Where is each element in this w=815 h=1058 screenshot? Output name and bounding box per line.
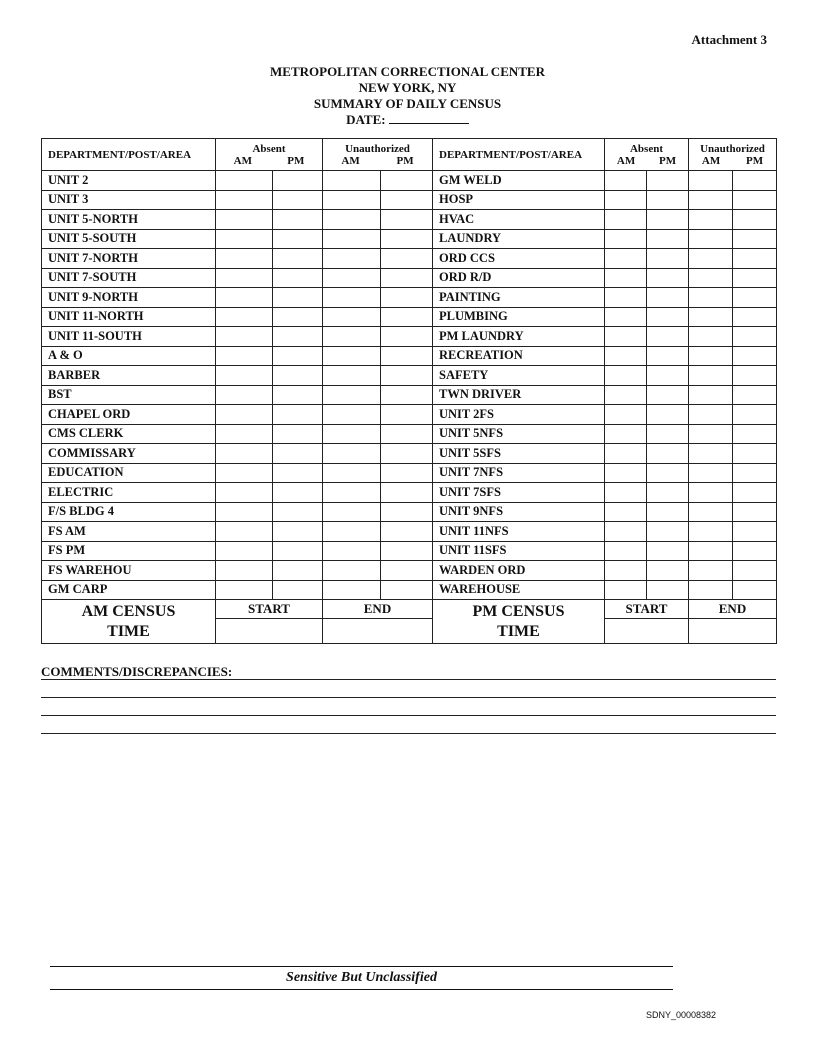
entry-cell[interactable] xyxy=(733,522,777,542)
entry-cell[interactable] xyxy=(323,190,381,210)
entry-cell[interactable] xyxy=(273,483,323,503)
dept-name: UNIT 9-NORTH xyxy=(42,288,216,308)
entry-cell[interactable] xyxy=(647,502,689,522)
table-row xyxy=(42,463,777,483)
dept-name: UNIT 3 xyxy=(42,190,216,210)
entry-cell[interactable] xyxy=(273,268,323,288)
entry-cell[interactable] xyxy=(647,385,689,405)
entry-cell[interactable] xyxy=(605,366,647,386)
unauthorized-header: Unauthorized xyxy=(345,142,410,155)
dept-name: UNIT 5NFS xyxy=(433,424,605,444)
date-row xyxy=(0,112,815,128)
dept-name: BST xyxy=(42,385,216,405)
entry-cell[interactable] xyxy=(323,522,381,542)
dept-name: UNIT 9NFS xyxy=(433,502,605,522)
entry-cell[interactable] xyxy=(689,580,733,600)
entry-cell[interactable] xyxy=(605,385,647,405)
dept-name: HVAC xyxy=(433,210,605,230)
entry-cell[interactable] xyxy=(323,463,381,483)
entry-cell[interactable] xyxy=(605,288,647,308)
entry-cell[interactable] xyxy=(273,405,323,425)
entry-cell[interactable] xyxy=(216,249,273,269)
entry-cell[interactable] xyxy=(689,502,733,522)
table-row xyxy=(42,385,777,405)
entry-cell[interactable] xyxy=(647,190,689,210)
entry-cell[interactable] xyxy=(647,580,689,600)
date-field[interactable] xyxy=(389,113,469,124)
entry-cell[interactable] xyxy=(647,346,689,366)
entry-cell[interactable] xyxy=(647,444,689,464)
date-label: DATE: xyxy=(346,112,386,127)
am-end-time[interactable] xyxy=(323,619,433,644)
entry-cell[interactable] xyxy=(647,249,689,269)
entry-cell[interactable] xyxy=(605,190,647,210)
entry-cell[interactable] xyxy=(216,522,273,542)
table-row xyxy=(42,522,777,542)
entry-cell[interactable] xyxy=(733,405,777,425)
table-row xyxy=(42,210,777,230)
entry-cell[interactable] xyxy=(381,190,433,210)
dept-name: CHAPEL ORD xyxy=(42,405,216,425)
dept-header: DEPARTMENT/POST/AREA xyxy=(433,139,605,171)
entry-cell[interactable] xyxy=(605,424,647,444)
census-table xyxy=(41,138,777,644)
entry-cell[interactable] xyxy=(381,210,433,230)
table-row xyxy=(42,424,777,444)
entry-cell[interactable] xyxy=(605,346,647,366)
entry-cell[interactable] xyxy=(689,424,733,444)
entry-cell[interactable] xyxy=(733,424,777,444)
table-row xyxy=(42,405,777,425)
entry-cell[interactable] xyxy=(323,268,381,288)
dept-name: ELECTRIC xyxy=(42,483,216,503)
pm-end-label: END xyxy=(689,600,777,619)
table-header-row xyxy=(42,139,777,171)
dept-name: HOSP xyxy=(433,190,605,210)
entry-cell[interactable] xyxy=(689,463,733,483)
dept-name: UNIT 7SFS xyxy=(433,483,605,503)
header-line-1: METROPOLITAN CORRECTIONAL CENTER xyxy=(270,64,545,79)
entry-cell[interactable] xyxy=(381,580,433,600)
entry-cell[interactable] xyxy=(689,541,733,561)
entry-cell[interactable] xyxy=(733,346,777,366)
table-row xyxy=(42,561,777,581)
entry-cell[interactable] xyxy=(381,405,433,425)
entry-cell[interactable] xyxy=(733,249,777,269)
entry-cell[interactable] xyxy=(647,268,689,288)
dept-name: COMMISSARY xyxy=(42,444,216,464)
comments-label: COMMENTS/DISCREPANCIES: xyxy=(41,664,233,679)
entry-cell[interactable] xyxy=(381,561,433,581)
entry-cell[interactable] xyxy=(689,288,733,308)
pm-census-label: PM CENSUS TIME xyxy=(433,600,605,644)
entry-cell[interactable] xyxy=(323,249,381,269)
am-header: AM xyxy=(233,154,252,167)
table-row xyxy=(42,541,777,561)
table-row xyxy=(42,327,777,347)
entry-cell[interactable] xyxy=(216,483,273,503)
dept-name: ORD R/D xyxy=(433,268,605,288)
entry-cell[interactable] xyxy=(381,483,433,503)
entry-cell[interactable] xyxy=(733,229,777,249)
dept-name: LAUNDRY xyxy=(433,229,605,249)
entry-cell[interactable] xyxy=(647,424,689,444)
entry-cell[interactable] xyxy=(273,288,323,308)
entry-cell[interactable] xyxy=(273,190,323,210)
dept-name: UNIT 11SFS xyxy=(433,541,605,561)
entry-cell[interactable] xyxy=(605,541,647,561)
entry-cell[interactable] xyxy=(216,210,273,230)
entry-cell[interactable] xyxy=(733,561,777,581)
entry-cell[interactable] xyxy=(323,385,381,405)
entry-cell[interactable] xyxy=(216,288,273,308)
entry-cell[interactable] xyxy=(273,249,323,269)
entry-cell[interactable] xyxy=(689,483,733,503)
table-row xyxy=(42,580,777,600)
entry-cell[interactable] xyxy=(381,463,433,483)
unauthorized-header: Unauthorized xyxy=(700,142,765,155)
dept-name: UNIT 11NFS xyxy=(433,522,605,542)
entry-cell[interactable] xyxy=(273,580,323,600)
pm-header: PM xyxy=(287,154,305,167)
entry-cell[interactable] xyxy=(605,249,647,269)
entry-cell[interactable] xyxy=(323,541,381,561)
pm-end-time[interactable] xyxy=(689,619,777,644)
dept-name: BARBER xyxy=(42,366,216,386)
am-header: AM xyxy=(341,154,360,167)
dept-name: FS PM xyxy=(42,541,216,561)
table-row xyxy=(42,268,777,288)
entry-cell[interactable] xyxy=(647,229,689,249)
entry-cell[interactable] xyxy=(273,561,323,581)
entry-cell[interactable] xyxy=(323,346,381,366)
entry-cell[interactable] xyxy=(323,424,381,444)
entry-cell[interactable] xyxy=(733,366,777,386)
am-header: AM xyxy=(616,154,636,167)
entry-cell[interactable] xyxy=(216,424,273,444)
entry-cell[interactable] xyxy=(689,171,733,191)
entry-cell[interactable] xyxy=(273,366,323,386)
entry-cell[interactable] xyxy=(733,444,777,464)
entry-cell[interactable] xyxy=(605,268,647,288)
dept-name: CMS CLERK xyxy=(42,424,216,444)
bates-number: SDNY_00008382 xyxy=(646,1010,717,1020)
entry-cell[interactable] xyxy=(647,405,689,425)
entry-cell[interactable] xyxy=(689,249,733,269)
entry-cell[interactable] xyxy=(273,522,323,542)
entry-cell[interactable] xyxy=(323,366,381,386)
entry-cell[interactable] xyxy=(689,405,733,425)
entry-cell[interactable] xyxy=(733,463,777,483)
comments-section xyxy=(41,663,776,734)
dept-name: F/S BLDG 4 xyxy=(42,502,216,522)
entry-cell[interactable] xyxy=(605,327,647,347)
entry-cell[interactable] xyxy=(605,229,647,249)
table-row xyxy=(42,171,777,191)
entry-cell[interactable] xyxy=(733,210,777,230)
entry-cell[interactable] xyxy=(689,385,733,405)
entry-cell[interactable] xyxy=(273,210,323,230)
entry-cell[interactable] xyxy=(381,366,433,386)
dept-name: ORD CCS xyxy=(433,249,605,269)
entry-cell[interactable] xyxy=(689,268,733,288)
entry-cell[interactable] xyxy=(381,502,433,522)
comments-line[interactable] xyxy=(41,663,776,680)
footer xyxy=(50,966,673,990)
entry-cell[interactable] xyxy=(381,444,433,464)
entry-cell[interactable] xyxy=(216,385,273,405)
entry-cell[interactable] xyxy=(647,561,689,581)
entry-cell[interactable] xyxy=(381,307,433,327)
entry-cell[interactable] xyxy=(323,483,381,503)
table-row xyxy=(42,366,777,386)
entry-cell[interactable] xyxy=(733,288,777,308)
entry-cell[interactable] xyxy=(273,229,323,249)
am-end-label: END xyxy=(323,600,433,619)
entry-cell[interactable] xyxy=(323,502,381,522)
entry-cell[interactable] xyxy=(216,444,273,464)
pm-header: PM xyxy=(396,154,414,167)
entry-cell[interactable] xyxy=(273,171,323,191)
entry-cell[interactable] xyxy=(647,171,689,191)
dept-name: UNIT 2 xyxy=(42,171,216,191)
table-row xyxy=(42,483,777,503)
table-row xyxy=(42,307,777,327)
entry-cell[interactable] xyxy=(605,502,647,522)
entry-cell[interactable] xyxy=(323,229,381,249)
dept-name: EDUCATION xyxy=(42,463,216,483)
dept-name: PAINTING xyxy=(433,288,605,308)
table-row xyxy=(42,346,777,366)
dept-name: WAREHOUSE xyxy=(433,580,605,600)
entry-cell[interactable] xyxy=(647,210,689,230)
entry-cell[interactable] xyxy=(216,502,273,522)
entry-cell[interactable] xyxy=(733,327,777,347)
entry-cell[interactable] xyxy=(381,327,433,347)
absent-header: Absent xyxy=(629,142,663,155)
entry-cell[interactable] xyxy=(216,580,273,600)
entry-cell[interactable] xyxy=(605,463,647,483)
entry-cell[interactable] xyxy=(323,307,381,327)
absent-header: Absent xyxy=(252,142,286,155)
table-row xyxy=(42,249,777,269)
entry-cell[interactable] xyxy=(689,229,733,249)
entry-cell[interactable] xyxy=(689,346,733,366)
dept-name: SAFETY xyxy=(433,366,605,386)
table-row xyxy=(42,502,777,522)
entry-cell[interactable] xyxy=(605,405,647,425)
entry-cell[interactable] xyxy=(273,346,323,366)
entry-cell[interactable] xyxy=(647,541,689,561)
header-line-2: NEW YORK, NY xyxy=(358,80,457,95)
entry-cell[interactable] xyxy=(216,171,273,191)
comments-line[interactable] xyxy=(41,716,776,734)
dept-name: UNIT 7NFS xyxy=(433,463,605,483)
entry-cell[interactable] xyxy=(323,171,381,191)
attachment-label: Attachment 3 xyxy=(691,32,767,47)
entry-cell[interactable] xyxy=(381,424,433,444)
entry-cell[interactable] xyxy=(605,580,647,600)
dept-name: GM CARP xyxy=(42,580,216,600)
entry-cell[interactable] xyxy=(323,580,381,600)
entry-cell[interactable] xyxy=(216,366,273,386)
entry-cell[interactable] xyxy=(733,268,777,288)
comments-line[interactable] xyxy=(41,680,776,698)
entry-cell[interactable] xyxy=(273,385,323,405)
entry-cell[interactable] xyxy=(381,268,433,288)
pm-header: PM xyxy=(746,154,764,167)
entry-cell[interactable] xyxy=(605,210,647,230)
am-header: AM xyxy=(701,154,721,167)
entry-cell[interactable] xyxy=(647,327,689,347)
dept-name: UNIT 5-SOUTH xyxy=(42,229,216,249)
entry-cell[interactable] xyxy=(273,463,323,483)
entry-cell[interactable] xyxy=(381,541,433,561)
table-row xyxy=(42,444,777,464)
entry-cell[interactable] xyxy=(605,444,647,464)
entry-cell[interactable] xyxy=(733,541,777,561)
entry-cell[interactable] xyxy=(381,249,433,269)
entry-cell[interactable] xyxy=(605,307,647,327)
dept-name: UNIT 5SFS xyxy=(433,444,605,464)
entry-cell[interactable] xyxy=(733,580,777,600)
entry-cell[interactable] xyxy=(647,522,689,542)
entry-cell[interactable] xyxy=(323,444,381,464)
dept-name: UNIT 7-SOUTH xyxy=(42,268,216,288)
entry-cell[interactable] xyxy=(381,385,433,405)
am-start-time[interactable] xyxy=(216,619,323,644)
entry-cell[interactable] xyxy=(605,483,647,503)
entry-cell[interactable] xyxy=(273,502,323,522)
table-row xyxy=(42,229,777,249)
entry-cell[interactable] xyxy=(605,171,647,191)
table-row xyxy=(42,288,777,308)
entry-cell[interactable] xyxy=(323,327,381,347)
entry-cell[interactable] xyxy=(323,288,381,308)
entry-cell[interactable] xyxy=(689,210,733,230)
entry-cell[interactable] xyxy=(647,366,689,386)
entry-cell[interactable] xyxy=(689,190,733,210)
entry-cell[interactable] xyxy=(216,463,273,483)
pm-start-label: START xyxy=(605,600,689,619)
census-row xyxy=(42,600,777,619)
entry-cell[interactable] xyxy=(273,444,323,464)
entry-cell[interactable] xyxy=(216,229,273,249)
entry-cell[interactable] xyxy=(273,424,323,444)
entry-cell[interactable] xyxy=(647,463,689,483)
entry-cell[interactable] xyxy=(273,327,323,347)
am-census-label: AM CENSUS TIME xyxy=(42,600,216,644)
entry-cell[interactable] xyxy=(216,346,273,366)
entry-cell[interactable] xyxy=(689,522,733,542)
dept-name: TWN DRIVER xyxy=(433,385,605,405)
dept-name: FS AM xyxy=(42,522,216,542)
dept-name: UNIT 5-NORTH xyxy=(42,210,216,230)
dept-name: PLUMBING xyxy=(433,307,605,327)
dept-name: UNIT 11-NORTH xyxy=(42,307,216,327)
entry-cell[interactable] xyxy=(689,444,733,464)
entry-cell[interactable] xyxy=(689,366,733,386)
entry-cell[interactable] xyxy=(216,268,273,288)
entry-cell[interactable] xyxy=(273,541,323,561)
dept-name: UNIT 2FS xyxy=(433,405,605,425)
entry-cell[interactable] xyxy=(647,307,689,327)
entry-cell[interactable] xyxy=(647,288,689,308)
dept-name: UNIT 7-NORTH xyxy=(42,249,216,269)
entry-cell[interactable] xyxy=(689,327,733,347)
entry-cell[interactable] xyxy=(216,190,273,210)
comments-line[interactable] xyxy=(41,698,776,716)
entry-cell[interactable] xyxy=(733,190,777,210)
entry-cell[interactable] xyxy=(605,561,647,581)
dept-name: FS WAREHOU xyxy=(42,561,216,581)
pm-header: PM xyxy=(659,154,677,167)
am-start-label: START xyxy=(216,600,323,619)
classification-label: Sensitive But Unclassified xyxy=(50,967,673,990)
entry-cell[interactable] xyxy=(323,405,381,425)
entry-cell[interactable] xyxy=(216,561,273,581)
entry-cell[interactable] xyxy=(381,171,433,191)
dept-header: DEPARTMENT/POST/AREA xyxy=(42,139,216,171)
entry-cell[interactable] xyxy=(216,405,273,425)
dept-name: GM WELD xyxy=(433,171,605,191)
entry-cell[interactable] xyxy=(733,385,777,405)
dept-name: WARDEN ORD xyxy=(433,561,605,581)
entry-cell[interactable] xyxy=(216,307,273,327)
entry-cell[interactable] xyxy=(381,522,433,542)
entry-cell[interactable] xyxy=(381,346,433,366)
entry-cell[interactable] xyxy=(381,229,433,249)
entry-cell[interactable] xyxy=(733,307,777,327)
table-row xyxy=(42,190,777,210)
entry-cell[interactable] xyxy=(733,502,777,522)
pm-start-time[interactable] xyxy=(605,619,689,644)
entry-cell[interactable] xyxy=(216,327,273,347)
entry-cell[interactable] xyxy=(216,541,273,561)
entry-cell[interactable] xyxy=(733,483,777,503)
entry-cell[interactable] xyxy=(273,307,323,327)
entry-cell[interactable] xyxy=(323,210,381,230)
entry-cell[interactable] xyxy=(323,561,381,581)
dept-name: A & O xyxy=(42,346,216,366)
dept-name: PM LAUNDRY xyxy=(433,327,605,347)
entry-cell[interactable] xyxy=(647,483,689,503)
header-line-3: SUMMARY OF DAILY CENSUS xyxy=(313,96,502,111)
dept-name: UNIT 11-SOUTH xyxy=(42,327,216,347)
entry-cell[interactable] xyxy=(381,288,433,308)
entry-cell[interactable] xyxy=(733,171,777,191)
dept-name: RECREATION xyxy=(433,346,605,366)
entry-cell[interactable] xyxy=(689,307,733,327)
form-header xyxy=(0,64,815,128)
entry-cell[interactable] xyxy=(689,561,733,581)
entry-cell[interactable] xyxy=(605,522,647,542)
